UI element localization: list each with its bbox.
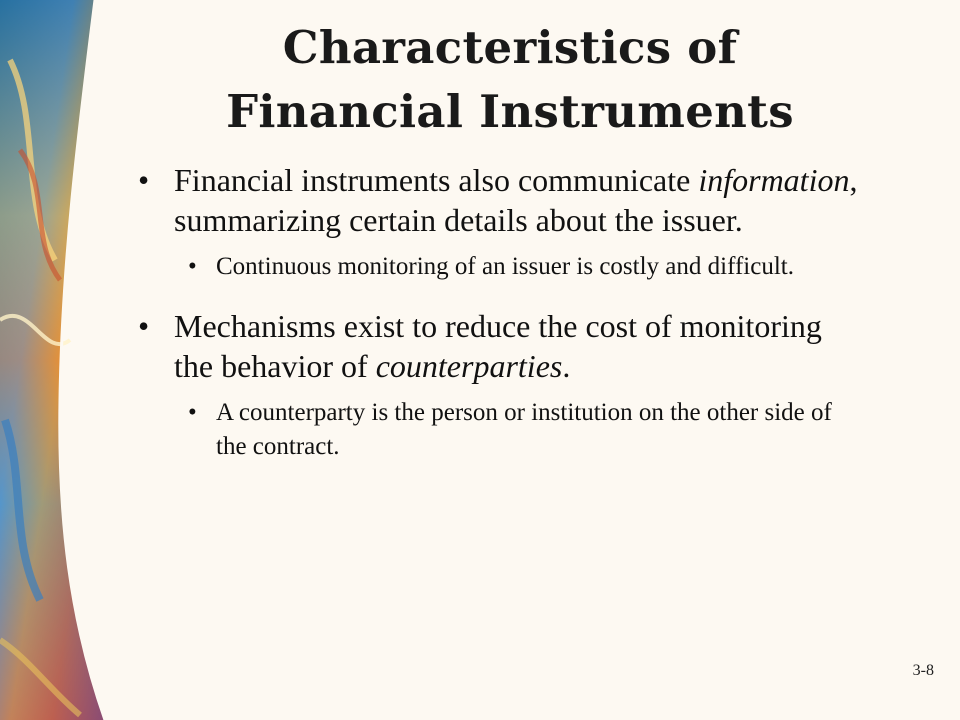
bullet-item-level2 — [188, 250, 858, 284]
decorative-art-strip — [0, 0, 110, 720]
bullet-glyph: • — [188, 253, 197, 280]
bullet-text-pre: Financial instruments also communicate — [174, 162, 699, 198]
bullet-text-pre: Mechanisms exist to reduce the cost of monitoring the behavior of — [174, 308, 822, 384]
slide-number: 3-8 — [912, 662, 934, 679]
bullet-text-emphasis: counterparties — [375, 348, 563, 384]
bullet-glyph: • — [138, 308, 150, 344]
bullet-text: Continuous monitoring of an issuer is costly and difficult. — [216, 253, 794, 280]
slide-title: Characteristics of Financial Instruments — [226, 21, 794, 138]
bullet-text-post: , summarizing certain details about the issuer. — [174, 162, 858, 238]
bullet-item-level2 — [188, 396, 858, 464]
bullet-glyph: • — [188, 399, 197, 426]
bullet-text-emphasis: information — [698, 162, 850, 198]
bullet-item-level1 — [138, 306, 858, 386]
bullet-item-level1 — [138, 160, 858, 240]
bullet-list — [138, 160, 858, 486]
bullet-glyph: • — [138, 162, 150, 198]
bullet-text-post: . — [562, 348, 571, 384]
bullet-text: A counterparty is the person or institution on the other side of the contract. — [216, 399, 832, 460]
